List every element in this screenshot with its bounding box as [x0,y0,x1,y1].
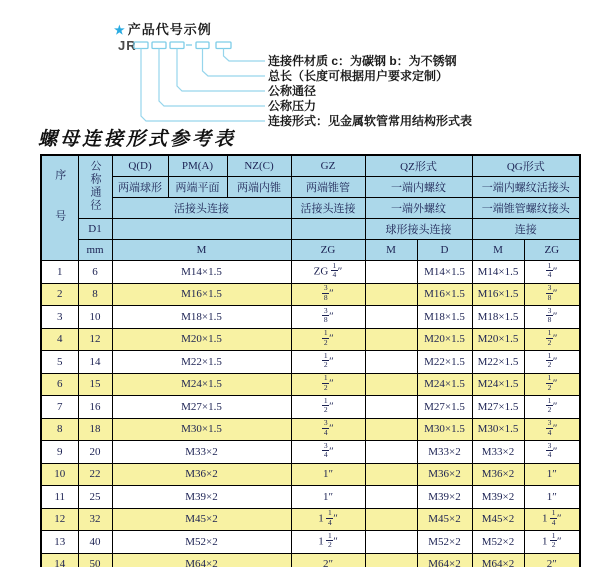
cell-qg-m: M39×2 [472,486,524,509]
header-qz-desc1: 一端内螺纹 [365,177,472,198]
header-empty-qpmnz [112,219,291,240]
cell-qz-d: M20×1.5 [417,328,472,351]
cell-m: M16×1.5 [112,283,291,306]
cell-m: M27×1.5 [112,396,291,419]
header-qg: QG形式 [472,155,580,177]
cell-qg-m: M33×2 [472,441,524,464]
cell-seq: 2 [41,283,78,306]
header-qz-desc2: 一端外螺纹 [365,198,472,219]
header-m2: M [365,240,417,261]
table-row [41,283,580,306]
cell-qz-m [365,418,417,441]
cell-seq: 14 [41,553,78,567]
cell-dn: 18 [78,418,112,441]
connector-line [224,49,266,62]
cell-qz-d: M14×1.5 [417,261,472,284]
cell-qz-d: M30×1.5 [417,418,472,441]
header-dn-label: 公称通径 [89,159,101,212]
cell-qg-zg: 1 $\frac{1}{4}$ ″ [524,508,580,531]
table-row [41,396,580,419]
header-q-d-desc: 两端球形 [112,177,168,198]
cell-m: M64×2 [112,553,291,567]
header-qz: QZ形式 [365,155,472,177]
table-body [41,261,580,567]
cell-zg: 1″ [291,486,365,509]
cell-qz-m [365,373,417,396]
cell-qg-zg: $\frac{3}{8}$ ″ [524,306,580,329]
cell-zg: $\frac{1}{2}$ ″ [291,373,365,396]
header-qg-desc2: 一端锥管螺纹接头 [472,198,580,219]
cell-qz-d: M36×2 [417,463,472,486]
cell-qg-m: M27×1.5 [472,396,524,419]
cell-qg-m: M16×1.5 [472,283,524,306]
cell-dn: 20 [78,441,112,464]
cell-qg-zg: 1″ [524,463,580,486]
cell-m: M45×2 [112,508,291,531]
cell-qz-m [365,553,417,567]
table-row [41,553,580,567]
cell-zg: 1 $\frac{1}{4}$ ″ [291,508,365,531]
cell-qz-m [365,306,417,329]
cell-seq: 13 [41,531,78,554]
cell-m: M36×2 [112,463,291,486]
connector-line [159,49,265,107]
table-row [41,261,580,284]
cell-zg: $\frac{3}{8}$ ″ [291,283,365,306]
code-box [134,42,148,49]
table-row [41,508,580,531]
cell-qz-m [365,441,417,464]
header-dn [78,155,112,219]
cell-dn: 16 [78,396,112,419]
cell-dn: 14 [78,351,112,374]
table-row [41,351,580,374]
cell-qg-zg: 2″ [524,553,580,567]
diagram-title-text: 产品代号示例 [127,22,212,37]
table-row [41,463,580,486]
header-zg1: ZG [291,240,365,261]
code-box [216,42,231,49]
cell-qz-d: M33×2 [417,441,472,464]
cell-dn: 12 [78,328,112,351]
cell-qg-zg: $\frac{1}{2}$ ″ [524,351,580,374]
cell-zg: $\frac{3}{4}$ ″ [291,418,365,441]
header-gz: GZ [291,155,365,177]
cell-seq: 7 [41,396,78,419]
cell-qz-m [365,328,417,351]
header-m1: M [112,240,291,261]
code-label-connection: 连接形式：见金属软管常用结构形式表 [268,114,473,128]
cell-qg-m: M24×1.5 [472,373,524,396]
cell-m: M20×1.5 [112,328,291,351]
cell-seq: 3 [41,306,78,329]
header-d2: D [417,240,472,261]
cell-qz-m [365,531,417,554]
cell-qg-m: M64×2 [472,553,524,567]
header-zg2: ZG [524,240,580,261]
header-gz-conn: 活接头连接 [291,198,365,219]
header-d1: D1 [78,219,112,240]
header-union-conn: 活接头连接 [112,198,291,219]
cell-qz-m [365,261,417,284]
cell-qg-zg: $\frac{1}{4}$ ″ [524,261,580,284]
header-nz-c: NZ(C) [227,155,291,177]
cell-zg: $\frac{3}{8}$ ″ [291,306,365,329]
cell-dn: 10 [78,306,112,329]
cell-qz-m [365,396,417,419]
cell-dn: 50 [78,553,112,567]
table-row [41,441,580,464]
cell-zg: $\frac{1}{2}$ ″ [291,328,365,351]
cell-dn: 32 [78,508,112,531]
table-row [41,306,580,329]
table-row [41,418,580,441]
cell-qz-d: M27×1.5 [417,396,472,419]
header-mm: mm [78,240,112,261]
cell-m: M33×2 [112,441,291,464]
code-box [196,42,209,49]
cell-qz-d: M18×1.5 [417,306,472,329]
cell-seq: 10 [41,463,78,486]
cell-zg: ZG $\frac{1}{4}$ ″ [291,261,365,284]
cell-dn: 6 [78,261,112,284]
cell-seq: 8 [41,418,78,441]
cell-qz-m [365,351,417,374]
cell-dn: 40 [78,531,112,554]
cell-m: M22×1.5 [112,351,291,374]
cell-seq: 11 [41,486,78,509]
cell-qg-zg: $\frac{3}{4}$ ″ [524,441,580,464]
table-row [41,328,580,351]
cell-seq: 5 [41,351,78,374]
cell-m: M14×1.5 [112,261,291,284]
cell-qz-m [365,486,417,509]
code-prefix: JR [118,38,137,53]
header-nz-c-desc: 两端内锥 [227,177,291,198]
cell-qg-zg: $\frac{1}{2}$ ″ [524,328,580,351]
table-row [41,486,580,509]
cell-zg: 1″ [291,463,365,486]
header-qg-desc1: 一端内螺纹活接头 [472,177,580,198]
cell-dn: 15 [78,373,112,396]
cell-m: M39×2 [112,486,291,509]
header-gz-desc: 两端锥管 [291,177,365,198]
code-label-material: 连接件材质 c：为碳钢 b：为不锈钢 [268,54,457,68]
cell-qg-m: M36×2 [472,463,524,486]
header-qg-conn: 连接 [472,219,580,240]
cell-qz-m [365,283,417,306]
header-m3: M [472,240,524,261]
connector-line [203,49,266,77]
cell-qz-d: M39×2 [417,486,472,509]
cell-qz-d: M64×2 [417,553,472,567]
cell-qg-m: M45×2 [472,508,524,531]
cell-zg: 2″ [291,553,365,567]
cell-qz-d: M22×1.5 [417,351,472,374]
cell-qz-d: M24×1.5 [417,373,472,396]
nut-connection-table [40,154,581,567]
code-box [152,42,166,49]
code-box [170,42,184,49]
cell-dn: 25 [78,486,112,509]
code-label-diameter: 公称通径 [268,84,317,98]
cell-seq: 6 [41,373,78,396]
header-q-d: Q(D) [112,155,168,177]
table-header [41,155,580,261]
cell-m: M30×1.5 [112,418,291,441]
cell-qg-zg: $\frac{1}{2}$ ″ [524,396,580,419]
header-pm-a-desc: 两端平面 [168,177,227,198]
cell-zg: $\frac{1}{2}$ ″ [291,351,365,374]
cell-qz-d: M45×2 [417,508,472,531]
cell-seq: 12 [41,508,78,531]
cell-dn: 22 [78,463,112,486]
cell-seq: 4 [41,328,78,351]
table-title: 螺母连接形式参考表 [38,129,237,150]
cell-qz-m [365,463,417,486]
cell-zg: $\frac{1}{2}$ ″ [291,396,365,419]
cell-qg-m: M14×1.5 [472,261,524,284]
header-qz-conn: 球形接头连接 [365,219,472,240]
cell-m: M18×1.5 [112,306,291,329]
header-empty-gz [291,219,365,240]
cell-qg-zg: $\frac{3}{4}$ ″ [524,418,580,441]
table-row [41,373,580,396]
cell-qg-m: M30×1.5 [472,418,524,441]
cell-zg: $\frac{3}{4}$ ″ [291,441,365,464]
star-icon: ★ [114,23,126,37]
cell-m: M52×2 [112,531,291,554]
cell-qg-zg: 1″ [524,486,580,509]
code-label-pressure: 公称压力 [268,99,317,113]
cell-qz-d: M16×1.5 [417,283,472,306]
cell-qg-m: M20×1.5 [472,328,524,351]
cell-qg-m: M52×2 [472,531,524,554]
cell-qg-zg: $\frac{1}{2}$ ″ [524,373,580,396]
cell-qz-m [365,508,417,531]
cell-qg-zg: 1 $\frac{1}{2}$ ″ [524,531,580,554]
cell-m: M24×1.5 [112,373,291,396]
header-seq [41,155,78,261]
cell-seq: 1 [41,261,78,284]
cell-seq: 9 [41,441,78,464]
cell-qz-d: M52×2 [417,531,472,554]
cell-qg-m: M22×1.5 [472,351,524,374]
header-seq-label: 序号 [53,168,66,251]
cell-qg-m: M18×1.5 [472,306,524,329]
cell-qg-zg: $\frac{3}{8}$ ″ [524,283,580,306]
header-pm-a: PM(A) [168,155,227,177]
code-label-length: 总长（长度可根据用户要求定制） [268,69,449,83]
cell-zg: 1 $\frac{1}{2}$ ″ [291,531,365,554]
connector-line [177,49,265,92]
cell-dn: 8 [78,283,112,306]
table-row [41,531,580,554]
